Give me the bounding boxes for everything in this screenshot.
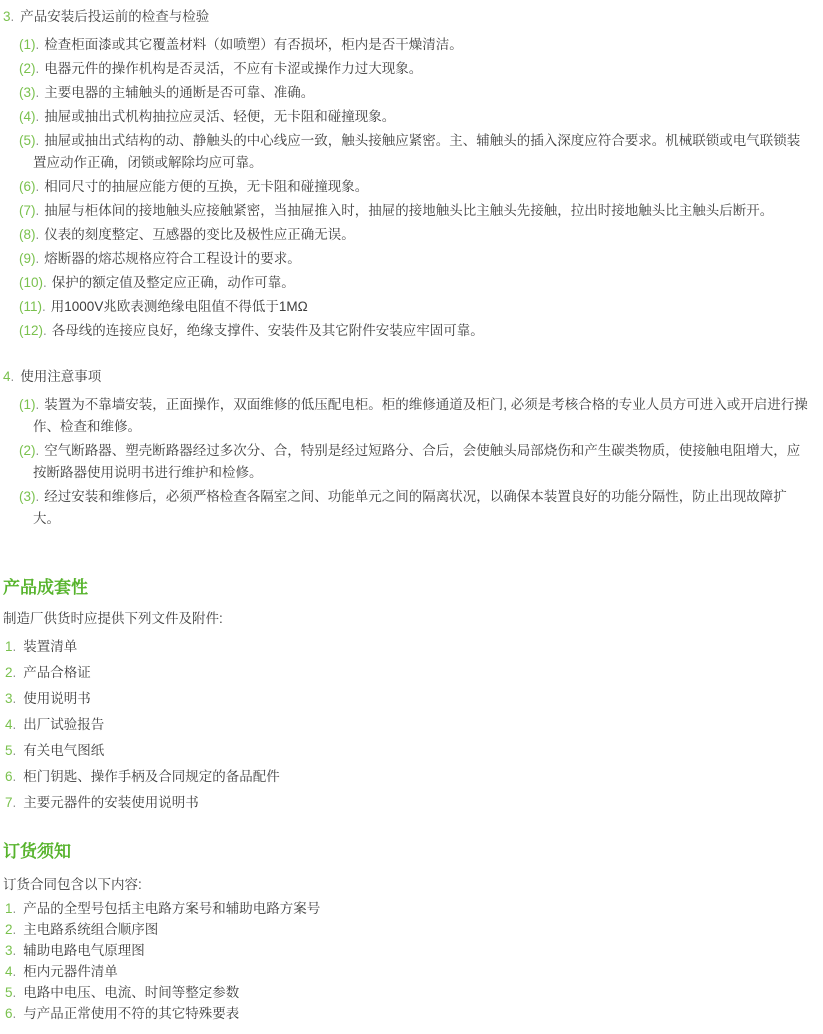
- item-number: 4: [5, 717, 13, 732]
- item-text: 保护的额定值及整定应正确，动作可靠。: [51, 275, 295, 290]
- item-number: 3: [5, 943, 13, 958]
- usage-item-list: [3, 394, 810, 530]
- item-number-dot: .: [12, 922, 17, 937]
- item-text: 柜内元器件清单: [23, 964, 118, 979]
- item-number: (4): [19, 109, 36, 124]
- item-number-dot: .: [35, 397, 40, 412]
- list-item: [3, 740, 810, 762]
- section-number-dot: .: [10, 369, 15, 384]
- item-number-dot: .: [43, 323, 47, 338]
- item-text: 出厂试验报告: [23, 717, 105, 732]
- item-number-dot: .: [35, 203, 40, 218]
- item-text: 抽屉或抽出式机构抽拉应灵活、轻便，无卡阻和碰撞现象。: [44, 109, 396, 124]
- list-item: [3, 714, 810, 736]
- item-number-dot: .: [12, 964, 17, 979]
- item-number-dot: .: [35, 227, 40, 242]
- item-number-dot: .: [12, 743, 17, 758]
- inspection-item-list: [3, 34, 810, 342]
- list-item: [3, 688, 810, 710]
- item-text: 检查柜面漆或其它覆盖材料（如喷塑）有否损坏，柜内是否干燥清洁。: [44, 37, 463, 52]
- item-number-dot: .: [35, 85, 40, 100]
- list-item: [3, 58, 810, 80]
- item-text: 相同尺寸的抽屉应能方便的互换，无卡阻和碰撞现象。: [44, 179, 369, 194]
- item-number: (10): [19, 275, 44, 290]
- item-number-dot: .: [35, 37, 40, 52]
- list-item: [3, 919, 810, 940]
- item-text: 主电路系统组合顺序图: [23, 922, 159, 937]
- section-title: 使用注意事项: [20, 369, 102, 384]
- list-item: [3, 34, 810, 56]
- item-text: 抽屉与柜体间的接地触头应接触紧密，当抽屉推入时，抽屉的接地触头比主触头先接触，拉出时接地触头比主触头后断开。: [44, 203, 774, 218]
- item-text: 使用说明书: [23, 691, 91, 706]
- item-number-dot: .: [12, 769, 17, 784]
- item-text: 各母线的连接应良好，绝缘支撑件、安装件及其它附件安装应牢固可靠。: [51, 323, 484, 338]
- item-text: 主要电器的主辅触头的通断是否可靠、准确。: [44, 85, 315, 100]
- item-number: (8): [19, 227, 36, 242]
- item-number: (9): [19, 251, 36, 266]
- list-item: [3, 296, 810, 318]
- item-number: (7): [19, 203, 36, 218]
- section-usage-heading: [3, 366, 810, 388]
- list-item: [3, 320, 810, 342]
- item-number: (3): [19, 489, 36, 504]
- item-number: 2: [5, 665, 13, 680]
- item-text: 空气断路器、塑壳断路器经过多次分、合，特别是经过短路分、合后，会使触头局部烧伤和产生碳类物质，使接触电阻增大，应按断路器使用说明书进行维护和检修。: [33, 443, 801, 480]
- item-number-dot: .: [12, 795, 17, 810]
- section-inspection: [3, 6, 810, 342]
- item-number: (3): [19, 85, 36, 100]
- item-text: 辅助电路电气原理图: [23, 943, 145, 958]
- item-number: 5: [5, 985, 13, 1000]
- section-ordering: [3, 840, 810, 1024]
- item-text: 主要元器件的安装使用说明书: [23, 795, 199, 810]
- completeness-item-list: [3, 636, 810, 814]
- item-number: (11): [19, 299, 43, 314]
- item-number: 5: [5, 743, 13, 758]
- section-number: 4: [3, 369, 11, 384]
- item-text: 经过安装和维修后，必须严格检查各隔室之间、功能单元之间的隔离状况，以确保本装置良好的功能分隔性，防止出现故障扩大。: [33, 489, 787, 526]
- item-number: 6: [5, 1006, 13, 1021]
- list-item: [3, 940, 810, 961]
- completeness-heading: 产品成套性: [3, 578, 88, 597]
- list-item: [3, 766, 810, 788]
- item-text: 柜门钥匙、操作手柄及合同规定的备品配件: [23, 769, 280, 784]
- section-usage: [3, 366, 810, 530]
- list-item: [3, 82, 810, 104]
- list-item: [3, 961, 810, 982]
- list-item: [3, 662, 810, 684]
- item-number-dot: .: [35, 489, 40, 504]
- section-inspection-heading: [3, 6, 810, 28]
- list-item: [3, 248, 810, 270]
- list-item: [3, 394, 810, 438]
- item-number: (2): [19, 61, 36, 76]
- ordering-heading: 订货须知: [3, 842, 71, 861]
- item-text: 与产品正常使用不符的其它特殊要表: [23, 1006, 240, 1021]
- list-item: [3, 1003, 810, 1024]
- section-number: 3: [3, 9, 11, 24]
- item-text: 有关电气图纸: [23, 743, 105, 758]
- item-number: 6: [5, 769, 13, 784]
- item-number: 2: [5, 922, 13, 937]
- item-text: 装置为不靠墙安装，正面操作，双面维修的低压配电柜。柜的维修通道及柜门, 必须是考核合格的专业人员方可进入或开启进行操作、检查和维修。: [33, 397, 808, 434]
- item-number: 4: [5, 964, 13, 979]
- item-number-dot: .: [35, 251, 40, 266]
- list-item: [3, 106, 810, 128]
- list-item: [3, 982, 810, 1003]
- list-item: [3, 440, 810, 484]
- item-number-dot: .: [12, 1006, 17, 1021]
- item-number: 1: [5, 901, 13, 916]
- item-number-dot: .: [35, 133, 40, 148]
- list-item: [3, 486, 810, 530]
- item-text: 产品的全型号包括主电路方案号和辅助电路方案号: [23, 901, 321, 916]
- list-item: [3, 898, 810, 919]
- item-number-dot: .: [35, 443, 40, 458]
- item-number: (2): [19, 443, 36, 458]
- ordering-intro: 订货合同包含以下内容:: [3, 877, 142, 892]
- ordering-item-list: [3, 898, 810, 1024]
- item-number: 7: [5, 795, 13, 810]
- completeness-intro: 制造厂供货时应提供下列文件及附件:: [3, 611, 223, 626]
- item-number: (1): [19, 37, 36, 52]
- item-number: 1: [5, 639, 13, 654]
- item-number-dot: .: [12, 665, 17, 680]
- item-number-dot: .: [35, 179, 40, 194]
- item-number: (5): [19, 133, 36, 148]
- item-number-dot: .: [12, 943, 17, 958]
- item-text: 仪表的刻度整定、互感器的变比及极性应正确无误。: [44, 227, 355, 242]
- item-number-dot: .: [12, 901, 17, 916]
- list-item: [3, 200, 810, 222]
- item-number-dot: .: [43, 275, 47, 290]
- list-item: [3, 130, 810, 174]
- item-text: 电路中电压、电流、时间等整定参数: [23, 985, 240, 1000]
- item-number-dot: .: [35, 61, 40, 76]
- item-number-dot: .: [12, 985, 17, 1000]
- item-text: 产品合格证: [23, 665, 91, 680]
- item-text: 抽屉或抽出式结构的动、静触头的中心线应一致，触头接触应紧密。主、辅触头的插入深度应符合要求。机械联锁或电气联锁装置应动作正确，闭锁或解除均应可靠。: [33, 133, 801, 170]
- item-text: 熔断器的熔芯规格应符合工程设计的要求。: [44, 251, 301, 266]
- item-number: (6): [19, 179, 36, 194]
- item-text: 电器元件的操作机构是否灵活，不应有卡涩或操作力过大现象。: [44, 61, 423, 76]
- item-text: 装置清单: [23, 639, 78, 654]
- item-number: 3: [5, 691, 13, 706]
- section-number-dot: .: [10, 9, 15, 24]
- list-item: [3, 636, 810, 658]
- item-number-dot: .: [35, 109, 40, 124]
- item-number-dot: .: [42, 299, 46, 314]
- item-number-dot: .: [12, 639, 17, 654]
- item-number: (12): [19, 323, 44, 338]
- list-item: [3, 792, 810, 814]
- item-text: 用1000V兆欧表测绝缘电阻值不得低于1MΩ: [50, 299, 308, 314]
- list-item: [3, 272, 810, 294]
- item-number: (1): [19, 397, 36, 412]
- item-number-dot: .: [12, 691, 17, 706]
- section-title: 产品安装后投运前的检查与检验: [20, 9, 210, 24]
- list-item: [3, 176, 810, 198]
- item-number-dot: .: [12, 717, 17, 732]
- section-completeness: [3, 576, 810, 814]
- list-item: [3, 224, 810, 246]
